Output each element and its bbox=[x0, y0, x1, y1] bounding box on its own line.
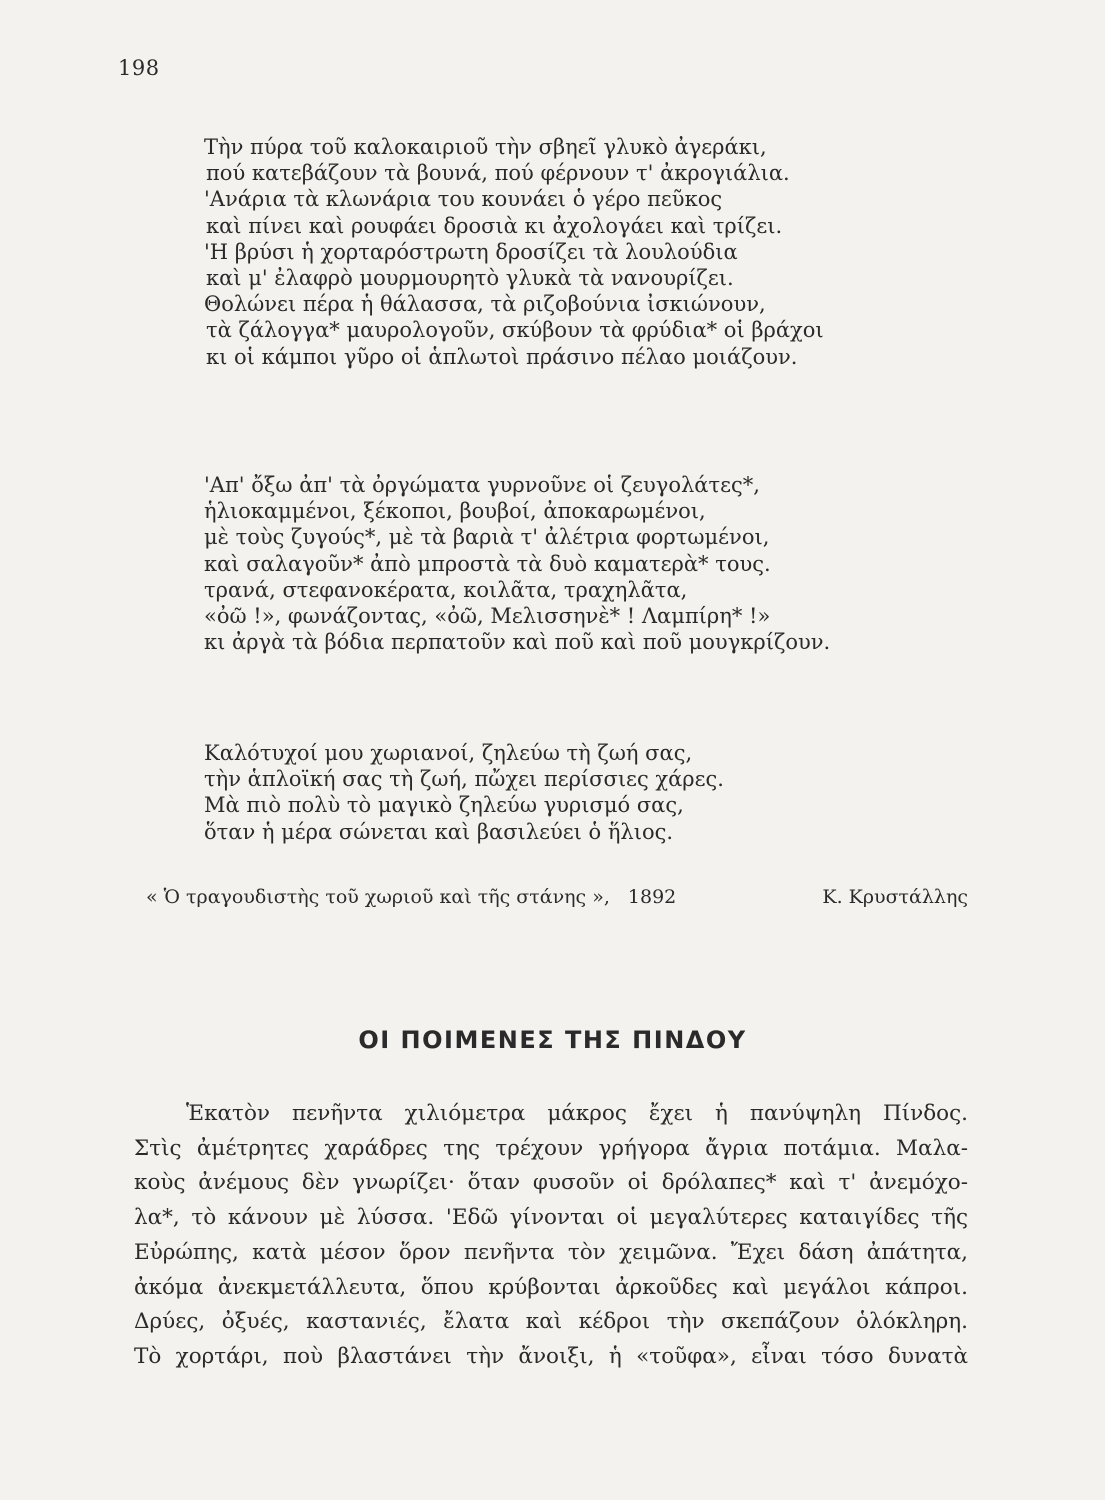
page-number: 198 bbox=[118, 56, 160, 80]
poem-line: πού κατεβάζουν τὰ βουνά, πού φέρνουν τ' ἀκρογιάλια. bbox=[206, 161, 790, 186]
prose-line: λα*, τὸ κάνουν μὲ λύσσα. 'Εδῶ γίνονται οἱ μεγαλύτερες καταιγίδες τῆς bbox=[134, 1205, 968, 1231]
poem-line: Θολώνει πέρα ἡ θάλασσα, τὰ ριζοβούνια ἰσκιώνουν, bbox=[204, 292, 766, 317]
poem-line: Καλότυχοί μου χωριανοί, ζηλεύω τὴ ζωή σας, bbox=[204, 741, 693, 765]
prose-line: Εὐρώπης, κατὰ μέσον ὅρον πενῆντα τὸν χειμῶνα. Ἔχει δάση ἀπάτητα, bbox=[134, 1239, 968, 1265]
poem-line: 'Η βρύσι ἡ χορταρόστρωτη δροσίζει τὰ λουλούδια bbox=[204, 239, 738, 264]
poem-line: τὰ ζάλογγα* μαυρολογοῦν, σκύβουν τὰ φρύδια* οἱ βράχοι bbox=[206, 318, 824, 343]
prose-paragraph bbox=[134, 1097, 968, 1375]
poem-stanza-2 bbox=[204, 472, 830, 655]
attribution-year: 1892 bbox=[627, 886, 677, 908]
poem-line: ἡλιοκαμμένοι, ξέκοποι, βουβοί, ἀποκαρωμένοι, bbox=[204, 499, 706, 524]
prose-line: κοὺς ἀνέμους δὲν γνωρίζει· ὅταν φυσοῦν οἱ δρόλαπες* καὶ τ' ἀνεμόχο- bbox=[134, 1170, 968, 1196]
poem-line: τρανά, στεφανοκέρατα, κοιλᾶτα, τραχηλᾶτα, bbox=[204, 577, 688, 602]
poem-stanza-1 bbox=[204, 134, 824, 370]
attribution-author: Κ. Κρυστάλλης bbox=[822, 886, 968, 908]
prose-line: Δρύες, ὀξυές, καστανιές, ἔλατα καὶ κέδροι τὴν σκεπάζουν ὁλόκληρη. bbox=[134, 1309, 968, 1335]
poem-line: ὅταν ἡ μέρα σώνεται καὶ βασιλεύει ὁ ἥλιος. bbox=[204, 819, 674, 844]
prose-line: Ἑκατὸν πενῆντα χιλιόμετρα μάκρος ἔχει ἡ πανύψηλη Πίνδος. bbox=[186, 1101, 968, 1126]
poem-line: Μὰ πιὸ πολὺ τὸ μαγικὸ ζηλεύω γυρισμό σας, bbox=[204, 793, 684, 818]
poem-line: 'Απ' ὄξω ἀπ' τὰ ὀργώματα γυρνοῦνε οἱ ζευγολάτες*, bbox=[204, 473, 760, 497]
poem-line: καὶ πίνει καὶ ρουφάει δροσιὰ κι ἀχολογάει καὶ τρίζει. bbox=[206, 213, 783, 238]
prose-line: ἀκόμα ἀνεκμετάλλευτα, ὅπου κρύβονται ἀρκοῦδες καὶ μεγάλοι κάπροι. bbox=[134, 1274, 968, 1300]
poem-line: καὶ σαλαγοῦν* ἀπὸ μπροστὰ τὰ δυὸ καματερὰ* τους. bbox=[204, 551, 771, 576]
poem-line: «ὀῶ !», φωνάζοντας, «ὀῶ, Μελισσηνὲ* ! Λαμπίρη* !» bbox=[204, 604, 771, 629]
poem-line: κι ἀργὰ τὰ βόδια περπατοῦν καὶ ποῦ καὶ ποῦ μουγκρίζουν. bbox=[204, 630, 831, 655]
poem-attribution bbox=[146, 886, 968, 908]
poem-line: 'Ανάρια τὰ κλωνάρια του κουνάει ὁ γέρο πεῦκος bbox=[204, 187, 723, 212]
poem-line: καὶ μ' ἐλαφρὸ μουρμουρητὸ γλυκὰ τὰ νανουρίζει. bbox=[206, 266, 734, 291]
poem-line: μὲ τοὺς ζυγούς*, μὲ τὰ βαριὰ τ' ἀλέτρια φορτωμένοι, bbox=[204, 525, 770, 550]
poem-stanza-3 bbox=[204, 740, 724, 845]
attribution-source: « Ὁ τραγουδιστὴς τοῦ χωριοῦ καὶ τῆς στάνης », bbox=[146, 886, 610, 908]
prose-line: Τὸ χορτάρι, ποὺ βλαστάνει τὴν ἄνοιξι, ἡ «τοῦφα», εἶναι τόσο δυνατὰ bbox=[134, 1343, 968, 1369]
poem-line: τὴν ἁπλοϊκή σας τὴ ζωή, πὤχει περίσσιες χάρες. bbox=[204, 767, 724, 792]
poem-line: κι οἱ κάμποι γῦρο οἱ ἁπλωτοὶ πράσινο πέλαο μοιάζουν. bbox=[206, 344, 798, 369]
prose-line: Στὶς ἀμέτρητες χαράδρες της τρέχουν γρήγορα ἄγρια ποτάμια. Μαλα- bbox=[134, 1135, 968, 1161]
poem-line: Τὴν πύρα τοῦ καλοκαιριοῦ τὴν σβηεῖ γλυκὸ ἀγεράκι, bbox=[204, 135, 767, 159]
section-title: ΟΙ ΠΟΙΜΕΝΕΣ ΤΗΣ ΠΙΝΔΟΥ bbox=[358, 1026, 747, 1054]
